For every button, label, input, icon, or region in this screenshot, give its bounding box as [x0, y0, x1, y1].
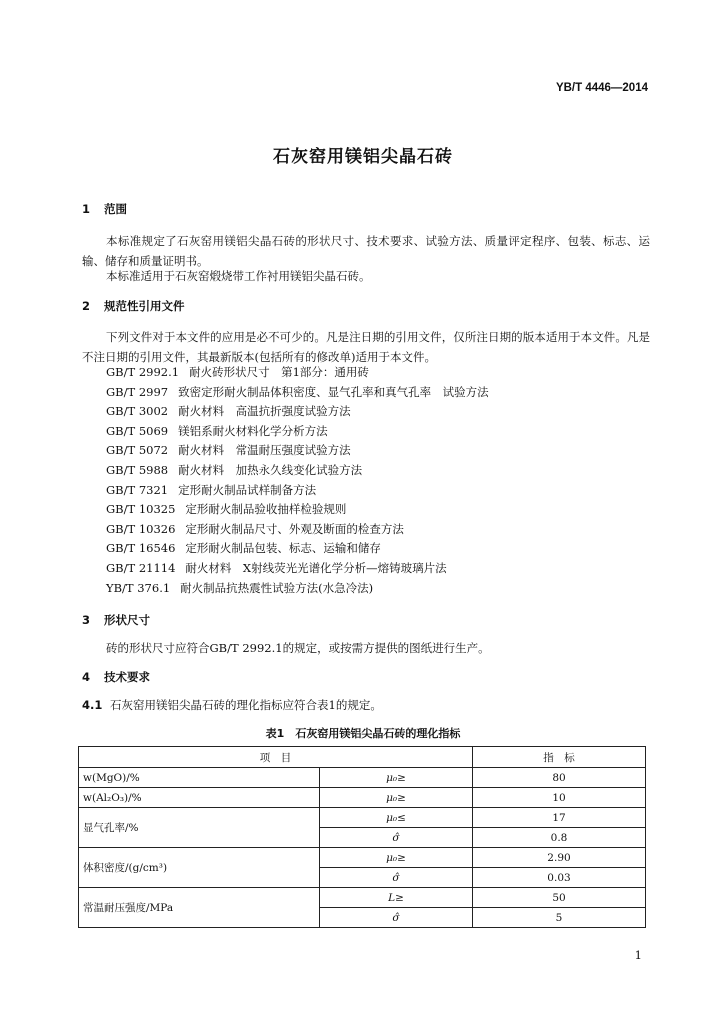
reference-item	[106, 383, 489, 403]
reference-code: GB/T 7321	[106, 482, 169, 497]
reference-title: 耐火材料 加热永久线变化试验方法	[178, 462, 363, 477]
table-row	[79, 888, 646, 908]
reference-title: 耐火材料 X射线荧光光谱化学分析—熔铸玻璃片法	[185, 560, 447, 575]
section-4-heading	[82, 669, 150, 685]
symbol-cell: σ̂	[320, 868, 473, 888]
value-cell: 0.03	[473, 868, 646, 888]
section-title: 技术要求	[104, 670, 150, 684]
reference-title: 镁铝系耐火材料化学分析方法	[178, 423, 328, 438]
table-caption: 表1 石灰窑用镁铝尖晶石砖的理化指标	[265, 727, 461, 740]
reference-title: 定形耐火制品试样制备方法	[178, 482, 317, 497]
item-cell: w(MgO)/%	[79, 768, 320, 788]
reference-title: 定形耐火制品验收抽样检验规则	[185, 502, 347, 517]
reference-code: YB/T 376.1	[106, 580, 171, 595]
header-item: 项 目	[79, 747, 473, 768]
symbol-cell: μ₀≥	[320, 788, 473, 808]
symbol-cell: L≥	[320, 888, 473, 908]
reference-code: GB/T 5988	[106, 462, 169, 477]
value-cell: 17	[473, 808, 646, 828]
section-title: 规范性引用文件	[104, 299, 185, 313]
scope-paragraph-1: 本标准规定了石灰窑用镁铝尖晶石砖的形状尺寸、技术要求、试验方法、质量评定程序、包装、标志、运输、储存和质量证明书。	[82, 234, 650, 268]
reference-item	[106, 363, 489, 383]
value-cell: 5	[473, 908, 646, 928]
normative-reference-list	[106, 363, 489, 598]
reference-title: 耐火砖形状尺寸 第1部分：通用砖	[189, 365, 369, 379]
reference-code: GB/T 10326	[106, 521, 176, 536]
table-header-row	[79, 747, 646, 768]
value-cell: 80	[473, 768, 646, 788]
table-row	[79, 808, 646, 828]
symbol-cell: μ₀≤	[320, 808, 473, 828]
reference-code: GB/T 16546	[106, 541, 176, 556]
reference-title: 耐火制品抗热震性试验方法(水急冷法)	[180, 580, 374, 595]
reference-item	[106, 422, 489, 442]
section-1-heading	[82, 201, 127, 217]
item-cell: w(Al₂O₃)/%	[79, 788, 320, 808]
header-value: 指 标	[473, 747, 646, 768]
reference-item	[106, 539, 489, 559]
reference-title: 定形耐火制品包装、标志、运输和储存	[185, 541, 381, 556]
reference-code: GB/T 2997	[106, 384, 169, 399]
document-title: 石灰窑用镁铝尖晶石砖	[273, 147, 453, 167]
standard-code: YB/T 4446—2014	[555, 82, 648, 94]
reference-item	[106, 520, 489, 540]
section-number: 3	[82, 613, 91, 627]
item-cell: 体积密度/(g/cm³)	[79, 848, 320, 888]
table-row	[79, 848, 646, 868]
table-row	[79, 768, 646, 788]
reference-item	[106, 461, 489, 481]
shape-paragraph: 砖的形状尺寸应符合GB/T 2992.1的规定，或按需方提供的图纸进行生产。	[106, 641, 490, 655]
clause-4-1	[82, 697, 382, 713]
reference-code: GB/T 21114	[106, 560, 176, 575]
symbol-cell: μ₀≥	[320, 848, 473, 868]
section-title: 形状尺寸	[104, 613, 150, 627]
scope-paragraph-2: 本标准适用于石灰窑煅烧带工作衬用镁铝尖晶石砖。	[106, 269, 371, 283]
value-cell: 10	[473, 788, 646, 808]
section-number: 4	[82, 670, 91, 684]
value-cell: 2.90	[473, 848, 646, 868]
table-row	[79, 788, 646, 808]
symbol-cell: σ̂	[320, 828, 473, 848]
symbol-cell: μ₀≥	[320, 768, 473, 788]
reference-title: 定形耐火制品尺寸、外观及断面的检查方法	[185, 521, 404, 536]
reference-title: 致密定形耐火制品体积密度、显气孔率和真气孔率 试验方法	[178, 384, 489, 399]
reference-code: GB/T 10325	[106, 502, 176, 517]
reference-item	[106, 441, 489, 461]
reference-item	[106, 481, 489, 501]
reference-title: 耐火材料 高温抗折强度试验方法	[178, 404, 351, 419]
value-cell: 0.8	[473, 828, 646, 848]
clause-number: 4.1	[82, 698, 103, 712]
reference-item	[106, 500, 489, 520]
reference-code: GB/T 5072	[106, 443, 169, 458]
reference-item	[106, 402, 489, 422]
item-cell: 常温耐压强度/MPa	[79, 888, 320, 928]
properties-table	[78, 746, 646, 928]
value-cell: 50	[473, 888, 646, 908]
reference-title: 耐火材料 常温耐压强度试验方法	[178, 443, 351, 458]
reference-item	[106, 579, 489, 599]
reference-code: GB/T 2992.1	[106, 365, 180, 379]
clause-text: 石灰窑用镁铝尖晶石砖的理化指标应符合表1的规定。	[110, 698, 382, 712]
reference-code: GB/T 5069	[106, 423, 169, 438]
reference-code: GB/T 3002	[106, 404, 169, 419]
page-number: 1	[634, 948, 642, 962]
item-cell: 显气孔率/%	[79, 808, 320, 848]
section-number: 1	[82, 202, 91, 216]
section-number: 2	[82, 299, 91, 313]
reference-item	[106, 559, 489, 579]
section-2-heading	[82, 298, 185, 314]
section-title: 范围	[104, 202, 127, 216]
refs-intro-paragraph: 下列文件对于本文件的应用是必不可少的。凡是注日期的引用文件，仅所注日期的版本适用于本文件。凡是不注日期的引用文件，其最新版本(包括所有的修改单)适用于本文件。	[82, 330, 650, 364]
section-3-heading	[82, 612, 150, 628]
symbol-cell: σ̂	[320, 908, 473, 928]
